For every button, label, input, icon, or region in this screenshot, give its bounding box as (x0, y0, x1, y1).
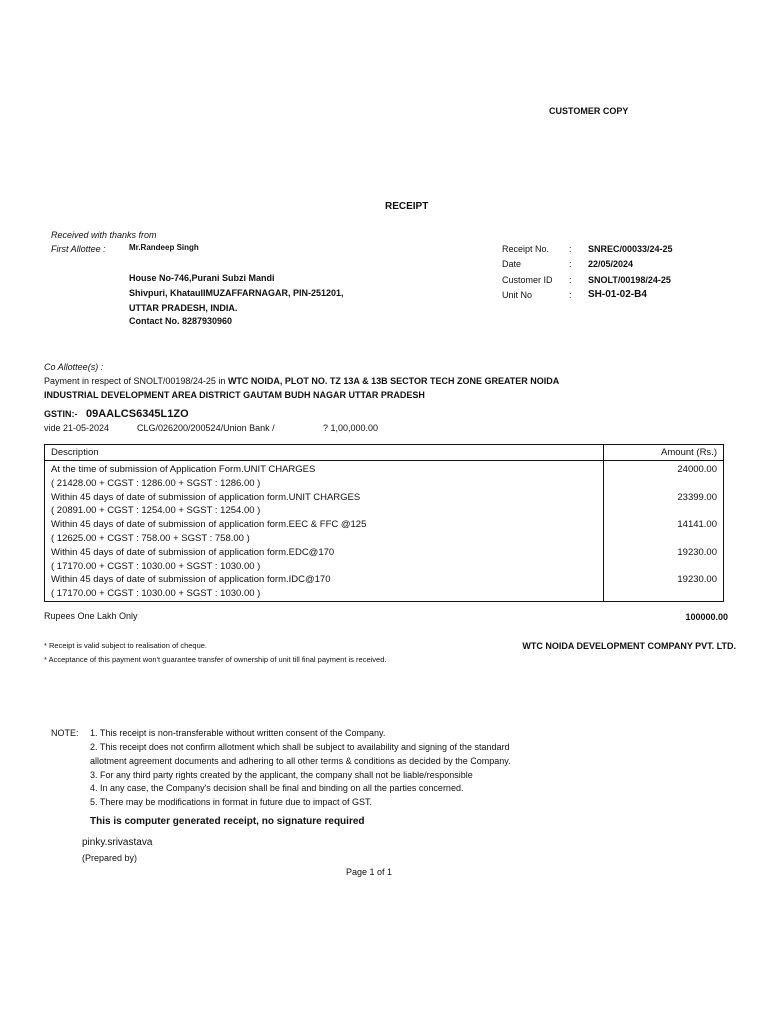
note-label: NOTE: (51, 728, 79, 738)
item-description: At the time of submission of Application Form.UNIT CHARGES (45, 461, 604, 477)
payment-line-2: INDUSTRIAL DEVELOPMENT AREA DISTRICT GAUTAM BUDH NAGAR UTTAR PRADESH (44, 390, 425, 400)
disclaimer-cheque: * Receipt is valid subject to realisation of cheque. (44, 641, 208, 650)
total-in-words: Rupees One Lakh Only (44, 611, 138, 621)
description-header: Description (45, 445, 604, 461)
item-amount: 19230.00 (604, 573, 724, 587)
vide-amount: ? 1,00,000.00 (323, 423, 379, 433)
item-tax-breakup: ( 17170.00 + CGST : 1030.00 + SGST : 1030.00 ) (45, 587, 604, 601)
gstin-row (44, 404, 189, 422)
table-row (45, 477, 724, 491)
meta-separator: : (569, 275, 572, 285)
receipt-no-label: Receipt No. (502, 244, 550, 254)
payment-line-1 (44, 376, 559, 386)
item-amount: 14141.00 (604, 518, 724, 532)
project-address: WTC NOIDA, PLOT NO. TZ 13A & 13B SECTOR TECH ZONE GREATER NOIDA (227, 376, 560, 386)
table-row (45, 532, 724, 546)
note-line: 2. This receipt does not confirm allotment which shall be subject to availability and signing of the standard (90, 742, 510, 752)
meta-separator: : (569, 259, 572, 269)
receipt-no-value: SNREC/00033/24-25 (588, 244, 673, 254)
item-tax-breakup: ( 21428.00 + CGST : 1286.00 + SGST : 1286.00 ) (45, 477, 604, 491)
table-row (45, 573, 724, 587)
company-name: WTC NOIDA DEVELOPMENT COMPANY PVT. LTD. (522, 641, 736, 651)
meta-separator: : (569, 290, 572, 300)
item-description: Within 45 days of date of submission of application form.IDC@170 (45, 573, 604, 587)
gstin-value: 09AALCS6345L1ZO (85, 408, 189, 420)
item-description: Within 45 days of date of submission of application form.UNIT CHARGES (45, 491, 604, 505)
prepared-by-label: (Prepared by) (82, 853, 138, 863)
co-allottee-label: Co Allottee(s) : (44, 362, 104, 372)
date-label: Date (502, 259, 522, 269)
receipt-title: RECEIPT (385, 201, 429, 212)
page-number: Page 1 of 1 (346, 867, 393, 877)
item-amount: 23399.00 (604, 491, 724, 505)
table-row (45, 461, 724, 477)
note-line: 1. This receipt is non-transferable without written consent of the Company. (90, 728, 386, 738)
table-row (45, 504, 724, 518)
note-line: 3. For any third party rights created by the applicant, the company shall not be liable/responsible (90, 770, 473, 780)
table-row (45, 587, 724, 601)
date-value: 22/05/2024 (588, 259, 634, 269)
total-amount: 100000.00 (685, 612, 728, 622)
customer-copy-label: CUSTOMER COPY (549, 106, 629, 116)
vide-instrument: CLG/026200/200524/Union Bank / (137, 423, 275, 433)
disclaimer-ownership: * Acceptance of this payment won't guarantee transfer of ownership of unit till final payment is received. (44, 655, 387, 664)
customer-id-label: Customer ID (502, 275, 553, 285)
item-tax-breakup: ( 12625.00 + CGST : 758.00 + SGST : 758.00 ) (45, 532, 604, 546)
table-row (45, 546, 724, 560)
item-tax-breakup: ( 20891.00 + CGST : 1254.00 + SGST : 1254.00 ) (45, 504, 604, 518)
address-line: UTTAR PRADESH, INDIA. (129, 303, 238, 313)
note-line: 5. There may be modifications in format in future due to impact of GST. (90, 797, 372, 807)
allottee-name: Mr.Randeep Singh (129, 243, 199, 252)
table-row (45, 560, 724, 574)
item-description: Within 45 days of date of submission of application form.EDC@170 (45, 546, 604, 560)
address-line: House No-746,Purani Subzi Mandi (129, 273, 275, 283)
contact-number: Contact No. 8287930960 (129, 316, 233, 326)
payment-prefix: Payment in respect of SNOLT/00198/24-25 in (44, 376, 228, 386)
vide-date: vide 21-05-2024 (44, 423, 110, 433)
table-row (45, 491, 724, 505)
item-description: Within 45 days of date of submission of application form.EEC & FFC @125 (45, 518, 604, 532)
item-amount: 19230.00 (604, 546, 724, 560)
address-line: Shivpuri, KhataulIMUZAFFARNAGAR, PIN-251201, (129, 288, 344, 298)
note-line: 4. In any case, the Company's decision shall be final and binding on all the parties concerned. (90, 783, 464, 793)
note-line: allotment agreement documents and adhering to all other terms & conditions as decided by the Company. (90, 756, 511, 766)
item-tax-breakup: ( 17170.00 + CGST : 1030.00 + SGST : 1030.00 ) (45, 560, 604, 574)
customer-id-value: SNOLT/00198/24-25 (588, 275, 671, 285)
received-intro: Received with thanks from (51, 230, 157, 240)
unit-no-label: Unit No (502, 290, 533, 300)
table-row (45, 518, 724, 532)
gstin-label: GSTIN:- (44, 409, 78, 419)
item-amount: 24000.00 (604, 461, 724, 477)
amount-header: Amount (Rs.) (604, 445, 724, 461)
unit-no-value: SH-01-02-B4 (588, 289, 647, 300)
items-table (44, 444, 724, 602)
first-allottee-label: First Allottee : (51, 244, 106, 254)
table-header-row (45, 445, 724, 461)
meta-separator: : (569, 244, 572, 254)
computer-generated-note: This is computer generated receipt, no signature required (90, 816, 365, 827)
prepared-by-name: pinky.srivastava (82, 837, 153, 848)
